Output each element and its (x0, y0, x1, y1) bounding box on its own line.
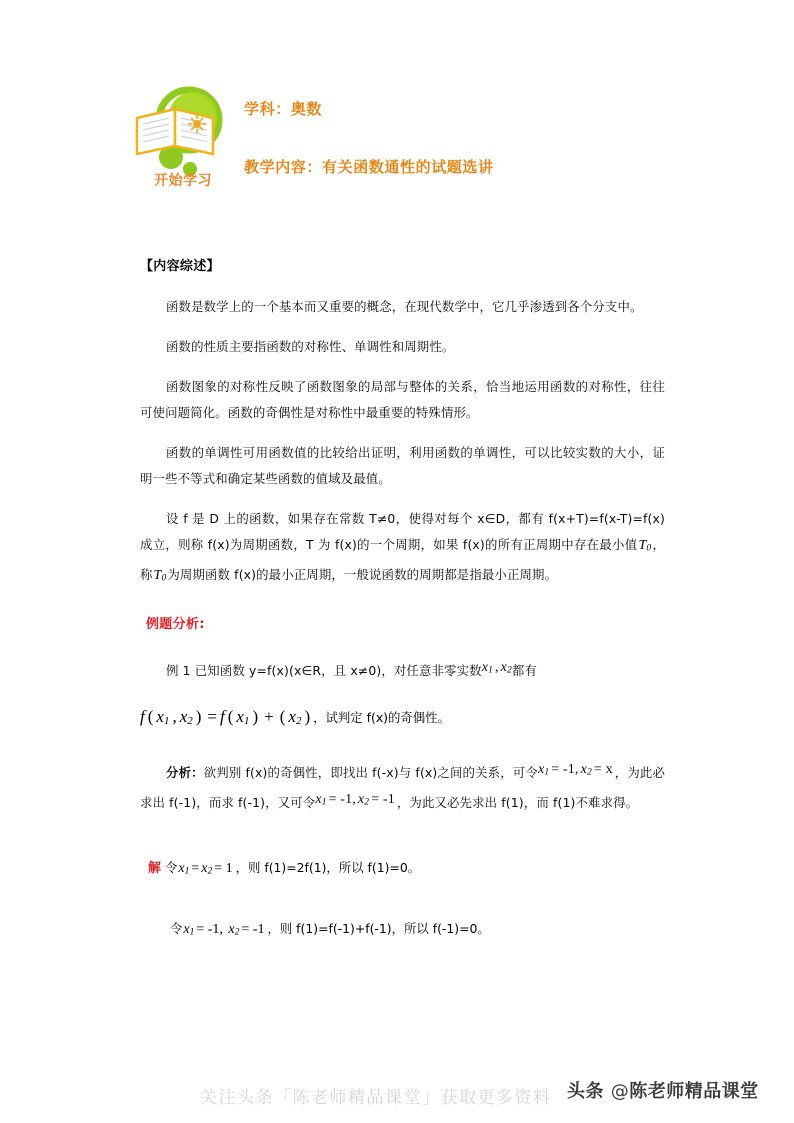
periodic-text-part2: ，称 (140, 537, 665, 582)
solution-label: 解 (148, 860, 162, 876)
math-assign-2: $x_1 = -1$, $x_2 = -1$ (315, 792, 395, 808)
analysis-paragraph (140, 760, 665, 819)
periodic-text-part3: 为周期函数 f(x)的最小正周期，一般说函数的周期都是指最小正周期。 (167, 566, 558, 582)
example-analysis-heading: 例题分析: (146, 617, 205, 633)
brand-name: 陈老师精品课堂 (629, 1081, 759, 1102)
at-symbol-icon: @ (610, 1081, 630, 1102)
overview-paragraph: 函数图象的对称性反映了函数图象的局部与整体的关系，恰当地运用函数的对称性，往往可使问题简化。函数的奇偶性是对称性中最重要的特殊情形。 (140, 379, 665, 420)
solution-tail-2: ，则 f(1)=f(-1)+f(-1)，所以 f(-1)=0。 (267, 921, 490, 937)
footer-brand-logo (567, 1077, 759, 1103)
logo-caption: 开始学习 (154, 173, 212, 189)
analysis-text-part3: ，为此又必先求出 f(1)，而 f(1)不难求得。 (396, 795, 639, 810)
periodic-function-paragraph (140, 506, 665, 591)
overview-paragraph: 函数的单调性可用函数值的比较给出证明，利用函数的单调性，可以比较实数的大小，证明一些不等式和确定某些函数的值域及最值。 (140, 445, 665, 486)
problem-equation-line (140, 704, 665, 734)
example-problem-statement (140, 658, 665, 688)
math-t0-first: $T_0$ (638, 538, 652, 554)
math-solution-1: $x_1 = x_2 = 1$ (178, 860, 233, 877)
problem-lead-text: 例 1 已知函数 y=f(x)(x∈R，且 x≠0)，对任意非零实数 (166, 663, 482, 679)
analysis-label: 分析： (166, 765, 204, 781)
functional-equation: f ( $x_1$ , $x_2$ ) = f ( $x_1$ ) + ( $x_2$ ) (140, 707, 311, 728)
overview-title: 【内容综述】 (140, 259, 220, 274)
study-book-logo (131, 84, 233, 199)
teaching-content-line: 教学内容：有关函数通性的试题选讲 (244, 158, 494, 176)
analysis-text-part1: 欲判别 f(x)的奇偶性，即找出 f(-x)与 f(x)之间的关系，可令 (203, 765, 538, 781)
document-header (131, 84, 691, 204)
periodic-text-part1: 设 f 是 D 上的函数，如果存在常数 T≠0，使得对每个 x∈D，都有 f(x+T)=f(x-T)=f(x)成立，则称 f(x)为周期函数，T 为 f(x)的一个周期，如果 f(x)的所有正周期中存在最小值 (140, 511, 665, 552)
math-t0-second: $T_0$ (153, 567, 167, 584)
footer-watermark-text: 关注头条「陈老师精品课堂」获取更多资料 (200, 1088, 552, 1108)
solution-lead-2: 令 (170, 921, 183, 937)
problem-tail-text: 都有 (511, 663, 537, 679)
overview-paragraph: 函数的性质主要指函数的对称性、单调性和周期性。 (166, 339, 455, 354)
document-body (140, 255, 665, 977)
math-x1-x2-inline: $x_1$ , $x_2$ (481, 660, 512, 677)
math-solution-2: $x_1 = -1$, $x_2 = -1$ (183, 922, 265, 939)
overview-paragraph: 函数是数学上的一个基本而又重要的概念，在现代数学中，它几乎渗透到各个分支中。 (166, 299, 643, 314)
analysis-text-part2: ，为此必求出 f(-1)，而求 f(-1)，又可令 (140, 765, 665, 810)
equation-tail-text: ，试判定 f(x)的奇偶性。 (313, 710, 450, 726)
brand-prefix: 头条 (567, 1081, 604, 1102)
solution-line-2 (170, 915, 665, 947)
solution-line-1 (148, 854, 665, 886)
math-assign-1: $x_1 = -1$, $x_2 = x$ (537, 762, 613, 778)
solution-tail-1: ，则 f(1)=2f(1)，所以 f(1)=0。 (235, 859, 421, 875)
solution-lead-1: 令 (164, 859, 178, 875)
subject-line: 学科：奥数 (244, 100, 323, 118)
